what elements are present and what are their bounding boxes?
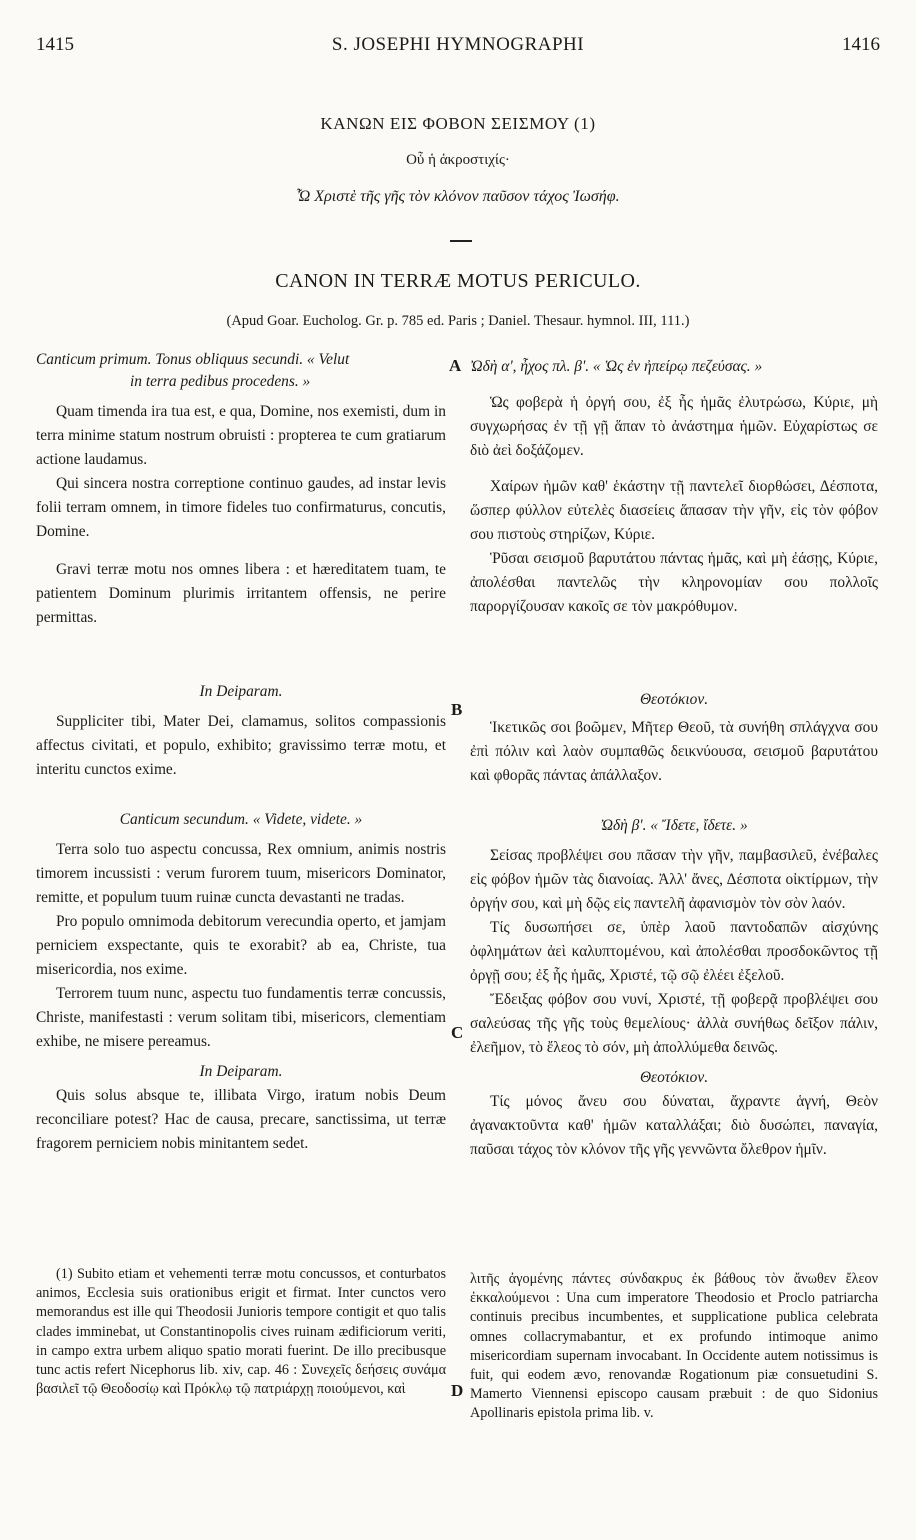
footnote-text-right: λιτῆς ἀγομένης πάντες σύνδακρυς ἐκ βάθους τὸν ἄνωθεν ἔλεον ἐκκαλούμενοι : Una cum imperatore Theodosio et Proclo patriarcha continuis precibus incumbentes, et supplicatione publica celebrata omnes collacrymabantur, et ex profundo intimoque animo misericordiam supernam invocabant. In Occidente autem notissimus is fuit, qui eodem ævo, renovandæ Rogationum piæ consuetudini S. Mamerto Viennensi episcopo causam præbuit : de quo Sidonius Apollinaris epistola prima lib. v. (470, 1271, 878, 1422)
footnote-left (36, 1265, 446, 1399)
greek-theotokion-heading-2: Θεοτόκιον. (639, 1069, 709, 1086)
margin-letter-b: B (451, 700, 463, 719)
greek-ode2-heading: Ὠδὴ β'. « Ἴδετε, ἴδετε. » (600, 817, 748, 834)
greek-troparion-1: Ὡς φοβερὰ ἡ ὀργή σου, ἐξ ἧς ἡμᾶς ἐλυτρώσω, Κύριε, μὴ συγχωρήσας ἐν τῇ γῇ ἅπαν τὸ ἀνάστημα ἡμῶν. Εὐχαρίστως σε διὸ ἀεὶ δοξάζομεν. (470, 394, 878, 459)
latin-troparion-2: Qui sincera nostra correptione continuo gaudes, ad instar levis folii terram omnem, in timore fideles tuo confirmaturus, concutis, Domine. (36, 475, 446, 540)
acrostic-text: Ὦ Χριστὲ τῆς γῆς τὸν κλόνον παῦσον τάχος Ἰωσήφ. (296, 188, 620, 205)
latin-deiparam-heading-2: In Deiparam. (199, 1063, 283, 1080)
latin-troparion-3: Gravi terræ motu nos omnes libera : et hæreditatem tuam, te patientem Dominum plurimis irritantem offensis, ne perire permittas. (36, 561, 446, 626)
greek-canon-title: ΚΑΝΩΝ ΕΙΣ ΦΟΒΟΝ ΣΕΙΣΜΟΥ (1) (320, 114, 596, 133)
footnote-right (470, 1270, 878, 1424)
right-page-number: 1416 (842, 34, 880, 55)
greek-troparion-2: Χαίρων ἡμῶν καθ' ἑκάστην τῇ παντελεῖ διορθώσει, Δέσποτα, ὥσπερ φύλλον εὐτελὲς διασείεις ἅπασαν τὴν γῆν, εἰς τὸν φόβον σου πιστοὺς στηρίζων, Κύριε. (470, 478, 878, 543)
latin-canon-title: CANON IN TERRÆ MOTUS PERICULO. (275, 270, 641, 292)
greek-troparion-5: Σείσας προβλέψει σου πᾶσαν τὴν γῆν, παμβασιλεῦ, ἐνέβαλες εἰς φόβον ἡμῶν τὰς διανοίας. Ἀλλ' ἄνες, Δέσποτα οἰκτίρμων, τὴν ὀργήν σου, καὶ μὴ δῷς εἰς παντελῆ ἀφανισμὸν τὸν σὸν λαόν. (470, 847, 878, 912)
running-head (36, 34, 880, 60)
title-divider (450, 240, 472, 242)
margin-letter-c: C (451, 1023, 464, 1042)
latin-deiparam-heading-1: In Deiparam. (199, 683, 283, 700)
latin-troparion-8: Quis solus absque te, illibata Virgo, iratum nobis Deum reconciliare potest? Hac de causa, precare, sanctissima, ut terræ fragorem perniciem nobis minitantem sedet. (36, 1087, 446, 1152)
running-title: S. JOSEPHI HYMNOGRAPHI (331, 34, 585, 55)
latin-column-middle (36, 680, 446, 782)
source-reference: (Apud Goar. Eucholog. Gr. p. 785 ed. Paris ; Daniel. Thesaur. hymnol. III, 111.) (226, 313, 690, 329)
latin-ode2-heading: Canticum secundum. « Videte, videte. » (119, 811, 363, 828)
greek-troparion-6: Τίς δυσωπήσει σε, ὑπὲρ λαοῦ παντοδαπῶν αἰσχύνης ὀφλημάτων ἀεὶ καλυπτομένου, καὶ ἀπολέσθαι προσδοκῶντος τῇ ὀργῇ σου; ἐξ ἧς ἡμᾶς, Χριστέ, τῷ σῷ ἐλέει ἐξελοῦ. (470, 919, 878, 984)
greek-troparion-4: Ἱκετικῶς σοι βοῶμεν, Μῆτερ Θεοῦ, τὰ συνήθη σπλάγχνα σου ἐπὶ πόλιν καὶ λαὸν συμπαθῶς δεικνύουσα, σεισμοῦ βαρυτάτου καὶ φθορᾶς πάντας ἀπάλλαξον. (470, 719, 878, 784)
latin-column-lower (36, 808, 446, 1156)
margin-letter-a: A (449, 356, 462, 375)
greek-column-middle (470, 688, 878, 788)
greek-ode1-heading: Ὠδὴ α', ἦχος πλ. β'. « Ὡς ἐν ἠπείρῳ πεζεύσας. » (470, 358, 763, 375)
footnote-text-left: (1) Subito etiam et vehementi terræ motu concussos, et conturbatos animos, Ecclesia suis orationibus erigit et firmat. Inter cunctos vero memorandus est ille qui Theodosii Junioris tempore contigit et quo talis clades imminebat, ut Constantinopolis cives ruinam ædificiorum veriti, in campo extra urbem aliquo spatio morati fuerint. De illo precibusque tunc actis refert Nicephorus lib. xiv, cap. 46 : Συνεχεῖς δεήσεις συνάμα βασιλεῖ τῷ Θεοδοσίῳ καὶ Πρόκλῳ τῷ πατριάρχῃ ποιούμενοι, καὶ (36, 1266, 446, 1398)
left-page-number: 1415 (36, 34, 74, 55)
latin-column-upper (36, 348, 446, 630)
greek-troparion-7: Ἔδειξας φόβον σου νυνί, Χριστέ, τῇ φοβερᾷ προβλέψει σου σαλεύσας τῆς γῆς τοὺς θεμελίους· ἀλλὰ συνήθως δεῖξον πάλιν, ἐλεῆμον, τὸ ἔλεος τὸ σόν, μὴ ἀπολλύμεθα δεινῶς. (470, 991, 878, 1056)
latin-troparion-7: Terrorem tuum nunc, aspectu tuo fundamentis terræ concussis, Christe, manifestasti : verum solitam tibi, misericors, clementiam exhibe, ne misere pereamus. (36, 985, 446, 1050)
acrostic-label: Οὗ ἡ ἀκροστιχίς· (406, 152, 510, 168)
latin-troparion-1: Quam timenda ira tua est, e qua, Domine, nos exemisti, dum in terra minime statum nostrum obruisti : propterea te cum gratiarum actione laudamus. (36, 403, 446, 468)
greek-troparion-8: Τίς μόνος ἄνευ σου δύναται, ἄχραντε ἁγνή, Θεὸν ἀγανακτοῦντα καθ' ἡμῶν καταλλάξαι; διὸ δυσώπει, παναγία, παῦσαι τάχος τὸν κλόνον τῆς γῆς γεννῶντα ὄλεθρον ἡμῖν. (470, 1093, 878, 1158)
greek-troparion-3: Ῥῦσαι σεισμοῦ βαρυτάτου πάντας ἡμᾶς, καὶ μὴ ἐάσῃς, Κύριε, ἀπολέσθαι παντελῶς τὴν κληρονομίαν σου πολλοῖς παροργίζουσαν κακοῖς σε τὸν μακρόθυμον. (470, 550, 878, 615)
greek-theotokion-heading-1: Θεοτόκιον. (639, 691, 709, 708)
greek-column-upper (470, 355, 878, 619)
latin-ode1-heading-cont: in terra pedibus procedens. » (130, 373, 311, 390)
latin-troparion-4: Suppliciter tibi, Mater Dei, clamamus, solitos compassionis affectus civitati, et populo, exhibito; gravissimo terræ motu, et interitu cunctos exime. (36, 713, 446, 778)
margin-letter-d: D (451, 1381, 464, 1400)
latin-ode1-heading: Canticum primum. Tonus obliquus secundi. « Velut (36, 351, 350, 368)
latin-troparion-6: Pro populo omnimoda debitorum verecundia operto, et jamjam perniciem exspectante, quis te exorabit? ab ea, Christe, tua misericordia, nos exime. (36, 913, 446, 978)
greek-column-lower (470, 814, 878, 1162)
latin-troparion-5: Terra solo tuo aspectu concussa, Rex omnium, animis nostris timorem incussisti : verum furorem tuum, misericors Dominator, remitte, et populum tuum ruinæ cuncta devastanti ne tradas. (36, 841, 446, 906)
